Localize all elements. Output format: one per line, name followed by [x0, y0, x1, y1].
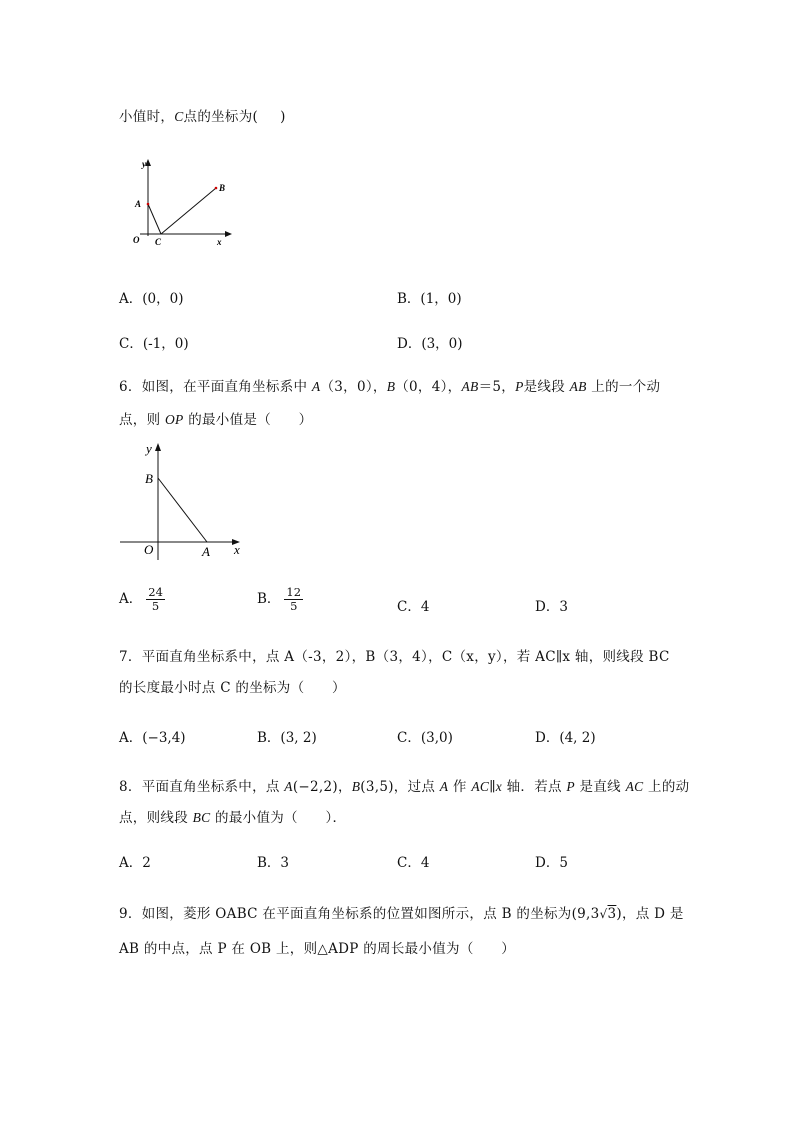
text-run: 8．平面直角坐标系中，点 — [119, 779, 285, 795]
q6-option-b-fraction: $\frac{12}{5}$ — [286, 585, 302, 613]
q5-label-c: C — [155, 237, 162, 247]
q6-segment-ab — [158, 478, 207, 542]
q5-figure — [128, 156, 238, 251]
text-run: BC — [192, 810, 211, 825]
text-run: (−2,2)， — [292, 779, 352, 795]
q5-label-x: x — [217, 237, 222, 247]
text-run: 是直线 — [574, 779, 626, 795]
text-run: 的最小值为（ ）． — [210, 810, 347, 826]
q8-option-b[interactable]: B．3 — [257, 855, 290, 871]
q8-stem-line2 — [119, 806, 346, 826]
q7-option-a[interactable]: A．(−3,4) — [119, 730, 186, 746]
text-run: ∥ — [489, 779, 496, 795]
text-run: 点，则线段 — [119, 810, 193, 826]
q5-label-b: B — [219, 183, 226, 193]
q6-option-d[interactable]: D．3 — [535, 599, 568, 615]
text-run: OP — [165, 412, 184, 427]
q6-y-arrow — [155, 443, 161, 451]
q6-label-o: O — [144, 542, 154, 557]
q6-label-x: x — [234, 542, 240, 557]
text-run: 作 — [448, 779, 472, 795]
text-run: A — [284, 779, 293, 794]
text-run: AB — [569, 379, 587, 394]
q9-coordinate: (9,3√3) — [571, 906, 622, 922]
q5-segment-cb — [161, 188, 216, 234]
q5-stem-tail: 小值时，C点的坐标为( ) — [119, 109, 286, 125]
q7-option-c[interactable]: C．(3,0) — [397, 730, 453, 746]
q7-option-d[interactable]: D．(4, 2) — [535, 730, 596, 746]
q6-figure — [118, 440, 253, 565]
text-run: P — [515, 379, 524, 394]
q5-label-o: O — [133, 235, 140, 245]
text-run: AC — [471, 779, 490, 794]
text-run: A — [311, 379, 321, 394]
q6-label-b: B — [145, 471, 153, 486]
q7-stem-line1: 7．平面直角坐标系中，点 A（-3，2），B（3，4），C（x，y），若 AC∥x 轴，则线段 BC — [119, 649, 670, 665]
q6-option-a-fraction: $\frac{24}{5}$ — [148, 585, 163, 613]
q6-option-b[interactable]: B． $\frac{12}{5}$ — [257, 585, 302, 613]
text-run: A — [439, 779, 449, 794]
q5-label-a: A — [135, 199, 142, 209]
text-run: B — [386, 379, 396, 394]
q5-point-b — [215, 187, 218, 190]
q5-segment-ac — [148, 204, 161, 234]
q5-label-y: y — [142, 159, 146, 169]
q6-option-a[interactable]: A． $\frac{24}{5}$ — [119, 585, 163, 613]
q5-x-arrow — [225, 231, 232, 237]
text-run: 轴．若点 — [502, 779, 567, 795]
text-run: 上的一个动 — [586, 379, 661, 395]
text-run: 如图，在平面直角坐标系中 — [141, 379, 312, 395]
q8-option-d[interactable]: D．5 — [535, 855, 568, 871]
q5-point-a — [147, 203, 150, 206]
text-run: 是线段 — [523, 379, 570, 395]
q9-stem-line2: AB 的中点，点 P 在 OB 上，则△ADP 的周长最小值为（ ） — [119, 941, 516, 957]
text-run: AB — [461, 379, 479, 394]
text-run: B — [351, 779, 361, 794]
q8-option-a[interactable]: A．2 — [119, 855, 151, 871]
q5-option-a[interactable]: A．(0，0) — [119, 291, 184, 307]
text-run: 的最小值是（ ） — [183, 412, 313, 428]
q6-stem-line1: 6．如图，在平面直角坐标系中 A（3，0），B（0，4），AB＝5，P是线段 AB 上的一个动 — [119, 379, 661, 395]
q7-option-b[interactable]: B．(3, 2) — [257, 730, 317, 746]
q6-stem-line2 — [119, 408, 312, 428]
q6-label-y: y — [146, 441, 152, 456]
text-run: (3,5)，过点 — [360, 779, 440, 795]
text-run: 上的动 — [643, 779, 690, 795]
q9-stem-line1: 9．如图，菱形 OABC 在平面直角坐标系的位置如图所示，点 B 的坐标为(9,3√3)，点 D 是 — [119, 906, 684, 922]
text-run: P — [566, 779, 575, 794]
text-run: x — [495, 779, 503, 794]
text-run: AC — [625, 779, 644, 794]
q6-label-a: A — [202, 544, 210, 559]
text-run: 点，则 — [119, 412, 165, 428]
q5-option-b[interactable]: B．(1，0) — [397, 291, 462, 307]
text-run: （3，0）， — [320, 379, 387, 395]
text-run: ＝5， — [478, 379, 516, 395]
q5-option-d[interactable]: D．(3，0) — [397, 336, 463, 352]
q8-stem-line1 — [119, 775, 689, 795]
q8-option-c[interactable]: C．4 — [397, 855, 430, 871]
q7-stem-line2: 的长度最小时点 C 的坐标为（ ） — [119, 680, 346, 696]
q5-option-c[interactable]: C．(-1，0) — [119, 336, 189, 352]
text-run: （0，4）， — [395, 379, 462, 395]
q6-option-c[interactable]: C．4 — [397, 599, 430, 615]
